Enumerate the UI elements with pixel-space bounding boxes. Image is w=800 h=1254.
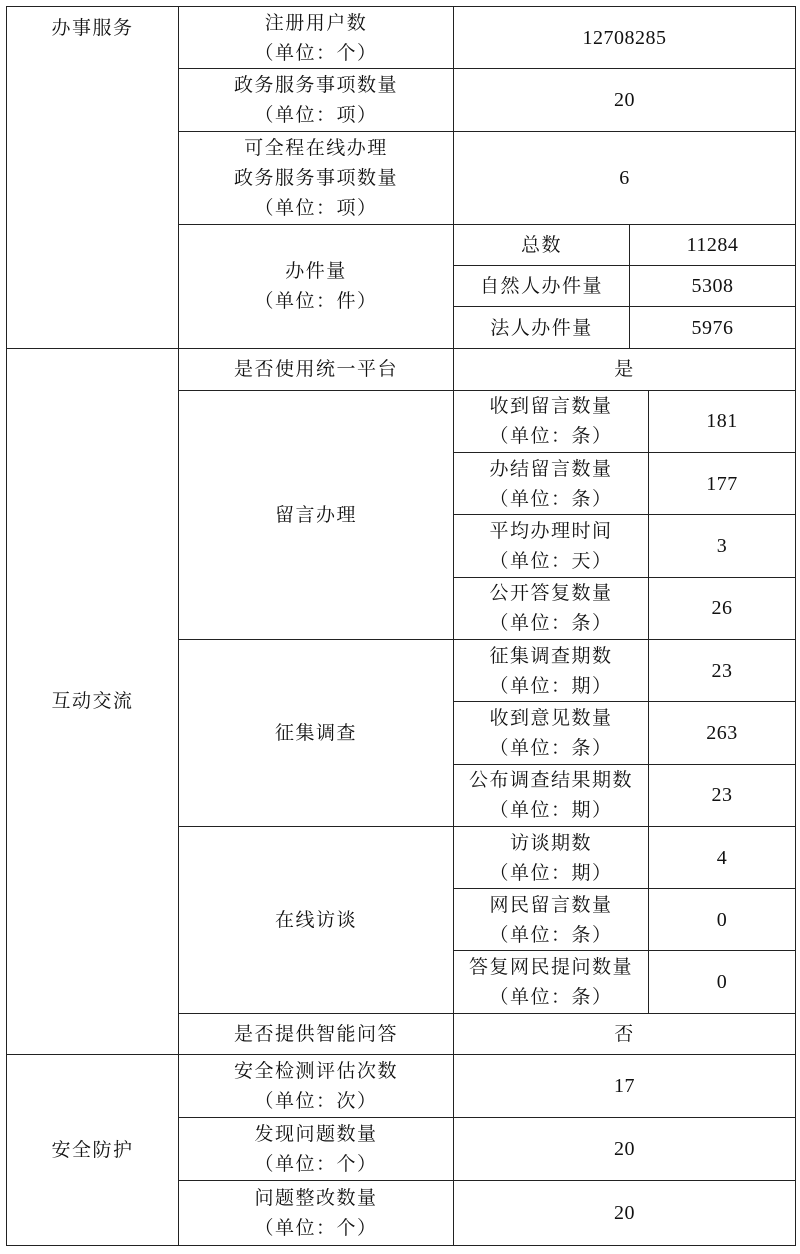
sub-label-cell — [454, 453, 649, 515]
value-cell: 11284 — [630, 225, 796, 266]
value-cell: 263 — [649, 702, 796, 764]
unit-label: （单位：期） — [489, 674, 613, 697]
table-row — [7, 1054, 796, 1117]
row-label: 发现问题数量 — [254, 1122, 378, 1145]
sub-label-cell — [454, 702, 649, 764]
label-cell — [179, 7, 454, 69]
unit-label: （单位：件） — [254, 290, 378, 313]
label-cell — [179, 131, 454, 224]
row-label: 征集调查期数 — [489, 644, 613, 667]
value-cell: 5976 — [630, 307, 796, 348]
sub-label-cell — [454, 826, 649, 888]
label-cell — [179, 225, 454, 349]
value-cell: 20 — [454, 1180, 796, 1245]
unit-label: （单位：条） — [489, 923, 613, 946]
sub-label-cell — [454, 889, 649, 951]
unit-label: （单位：个） — [254, 41, 378, 64]
row-label: 网民留言数量 — [489, 893, 613, 916]
unit-label: （单位：项） — [254, 196, 378, 219]
value-cell: 0 — [649, 951, 796, 1013]
group-title-survey: 征集调查 — [179, 639, 454, 826]
value-cell: 17 — [454, 1054, 796, 1117]
unit-label: （单位：期） — [489, 799, 613, 822]
row-label: 办结留言数量 — [489, 457, 613, 480]
unit-label: （单位：条） — [489, 986, 613, 1009]
row-label: 公开答复数量 — [489, 582, 613, 605]
value-cell: 6 — [454, 131, 796, 224]
label-cell — [179, 1054, 454, 1117]
label-cell — [179, 69, 454, 131]
value-cell: 26 — [649, 577, 796, 639]
value-cell: 4 — [649, 826, 796, 888]
sub-label-cell — [454, 639, 649, 701]
row-label: 收到留言数量 — [489, 395, 613, 418]
value-cell: 23 — [649, 639, 796, 701]
value-cell: 20 — [454, 69, 796, 131]
label-cell: 是否提供智能问答 — [179, 1013, 454, 1054]
row-label: 政务服务事项数量 — [233, 73, 398, 96]
table-row — [7, 348, 796, 390]
sub-label-cell: 总数 — [454, 225, 630, 266]
label-cell — [179, 1180, 454, 1245]
value-cell: 12708285 — [454, 7, 796, 69]
row-label: 注册用户数 — [264, 11, 368, 34]
section-title-service: 办事服务 — [7, 7, 179, 349]
row-label: 政务服务事项数量 — [233, 166, 398, 189]
label-cell: 是否使用统一平台 — [179, 348, 454, 390]
unit-label: （单位：天） — [489, 550, 613, 573]
unit-label: （单位：条） — [489, 425, 613, 448]
unit-label: （单位：条） — [489, 487, 613, 510]
value-cell: 是 — [454, 348, 796, 390]
unit-label: （单位：期） — [489, 861, 613, 884]
unit-label: （单位：次） — [254, 1090, 378, 1113]
value-cell: 0 — [649, 889, 796, 951]
row-label: 办件量 — [285, 260, 347, 283]
row-label: 安全检测评估次数 — [233, 1060, 398, 1083]
sub-label-cell — [454, 764, 649, 826]
unit-label: （单位：个） — [254, 1152, 378, 1175]
row-label: 问题整改数量 — [254, 1186, 378, 1209]
sub-label-cell — [454, 515, 649, 577]
sub-label-cell — [454, 390, 649, 452]
row-label: 公布调查结果期数 — [468, 769, 633, 792]
row-label: 可全程在线办理 — [244, 136, 388, 159]
sub-label-cell — [454, 577, 649, 639]
value-cell: 20 — [454, 1118, 796, 1180]
group-title-messages: 留言办理 — [179, 390, 454, 639]
label-cell — [179, 1118, 454, 1180]
row-label: 答复网民提问数量 — [468, 956, 633, 979]
unit-label: （单位：项） — [254, 103, 378, 126]
section-title-interaction: 互动交流 — [7, 348, 179, 1054]
row-label: 访谈期数 — [509, 831, 592, 854]
group-title-interview: 在线访谈 — [179, 826, 454, 1013]
sub-label-cell — [454, 951, 649, 1013]
table-row — [7, 7, 796, 69]
unit-label: （单位：条） — [489, 612, 613, 635]
sub-label-cell: 法人办件量 — [454, 307, 630, 348]
value-cell: 23 — [649, 764, 796, 826]
sub-label-cell: 自然人办件量 — [454, 266, 630, 307]
row-label: 收到意见数量 — [489, 706, 613, 729]
row-label: 平均办理时间 — [489, 520, 613, 543]
value-cell: 5308 — [630, 266, 796, 307]
statistics-table — [6, 6, 796, 1246]
unit-label: （单位：条） — [489, 736, 613, 759]
unit-label: （单位：个） — [254, 1216, 378, 1239]
value-cell: 否 — [454, 1013, 796, 1054]
section-title-security: 安全防护 — [7, 1054, 179, 1245]
value-cell: 3 — [649, 515, 796, 577]
value-cell: 181 — [649, 390, 796, 452]
value-cell: 177 — [649, 453, 796, 515]
